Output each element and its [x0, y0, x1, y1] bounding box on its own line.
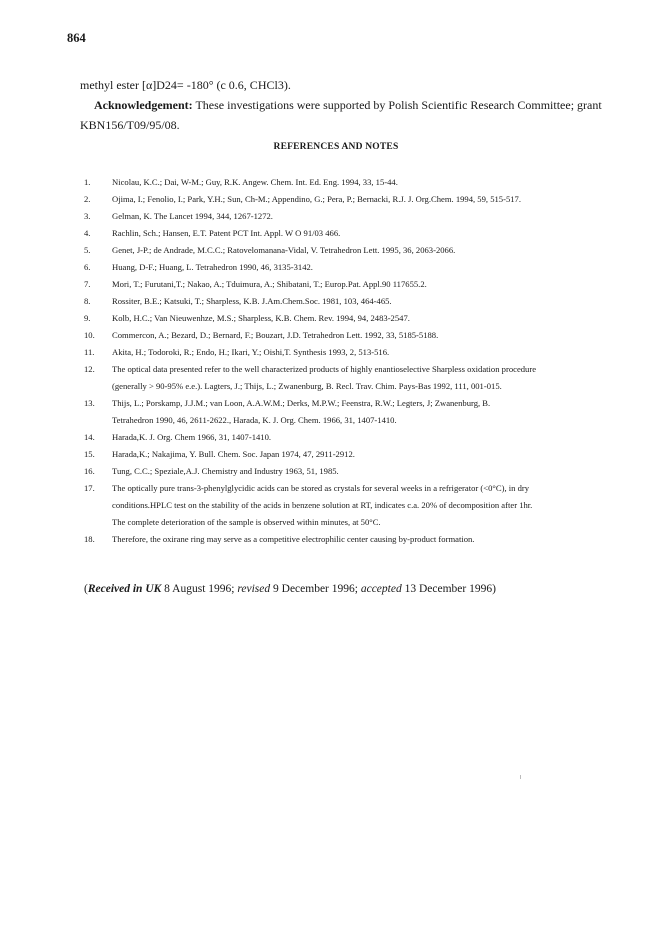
reference-text: [112, 344, 644, 361]
reference-line: Harada,K.; Nakajima, Y. Bull. Chem. Soc. Japan 1974, 47, 2911-2912.: [112, 449, 355, 459]
reference-text: [112, 259, 644, 276]
reference-line: Nicolau, K.C.; Dai, W-M.; Guy, R.K. Angew. Chem. Int. Ed. Eng. 1994, 33, 15-44.: [112, 177, 398, 187]
reference-text: [112, 191, 644, 208]
reference-text: [112, 174, 644, 191]
reference-item: [84, 293, 644, 310]
reference-text: [112, 395, 644, 429]
reference-number: 5.: [84, 245, 91, 255]
revised-label: revised: [237, 583, 271, 595]
reference-number: 2.: [84, 194, 91, 204]
references-heading: REFERENCES AND NOTES: [273, 142, 399, 152]
reference-item: [84, 259, 644, 276]
reference-line: Rossiter, B.E.; Katsuki, T.; Sharpless, K.B. J.Am.Chem.Soc. 1981, 103, 464-465.: [112, 296, 392, 306]
reference-text: [112, 531, 644, 548]
reference-line: conditions.HPLC test on the stability of the acids in benzene solution at RT, indicates c.a. 20% of decomposition after 1hr.: [112, 500, 533, 510]
reference-number: 18.: [84, 534, 95, 544]
reference-item: [84, 276, 644, 293]
reference-line: Akita, H.; Todoroki, R.; Endo, H.; Ikari, Y.; Oishi,T. Synthesis 1993, 2, 513-516.: [112, 347, 390, 357]
reference-text: [112, 225, 644, 242]
reference-item: [84, 395, 644, 429]
reference-text: [112, 276, 644, 293]
reference-item: [84, 174, 644, 191]
reference-number: 1.: [84, 177, 91, 187]
reference-text: [112, 310, 644, 327]
reference-text: [112, 480, 644, 531]
reference-number: 17.: [84, 483, 95, 493]
reference-line: Gelman, K. The Lancet 1994, 344, 1267-1272.: [112, 211, 273, 221]
reference-item: [84, 446, 644, 463]
acknowledgement-first-line: [80, 95, 632, 115]
reference-number: 15.: [84, 449, 95, 459]
reference-line: Kolb, H.C.; Van Nieuwenhze, M.S.; Sharpless, K.B. Chem. Rev. 1994, 94, 2483-2547.: [112, 313, 410, 323]
acknowledgement-label: Acknowledgement:: [94, 98, 193, 112]
scan-speck: [520, 775, 521, 779]
reference-item: [84, 225, 644, 242]
reference-text: [112, 242, 644, 259]
reference-number: 4.: [84, 228, 91, 238]
received-label: Received in UK: [87, 583, 162, 595]
reference-line: Thijs, L.; Porskamp, J.J.M.; van Loon, A.A.W.M.; Derks, M.P.W.; Feenstra, R.W.; Legters, J; Zwanenburg, B.: [112, 398, 491, 408]
reference-number: 6.: [84, 262, 91, 272]
reference-number: 14.: [84, 432, 95, 442]
reference-text: [112, 361, 644, 395]
received-open-paren: (: [84, 583, 88, 595]
reference-line: Therefore, the oxirane ring may serve as a competitive electrophilic center causing by-product formation.: [112, 534, 475, 544]
reference-line: Mori, T.; Furutani,T.; Nakao, A.; Tduimura, A.; Shibatani, T.; Europ.Pat. Appl.90 117655.2.: [112, 279, 427, 289]
reference-text: [112, 327, 644, 344]
reference-line: The optical data presented refer to the well characterized products of highly enantioselective Sharpless oxidation procedure: [112, 364, 537, 374]
reference-item: [84, 463, 644, 480]
reference-item: [84, 310, 644, 327]
reference-number: 13.: [84, 398, 95, 408]
reference-number: 11.: [84, 347, 95, 357]
received-date: 8 August 1996;: [164, 583, 235, 595]
reference-line: Harada,K. J. Org. Chem 1966, 31, 1407-1410.: [112, 432, 272, 442]
reference-line: Commercon, A.; Bezard, D.; Bernard, F.; Bouzart, J.D. Tetrahedron Lett. 1992, 33, 5185-5188.: [112, 330, 439, 340]
reference-text: [112, 429, 644, 446]
accepted-date: 13 December 1996): [404, 583, 496, 595]
reference-list: [84, 174, 644, 548]
reference-line: (generally > 90-95% e.e.). Lagters, J.; Thijs, L.; Zwanenburg, B. Recl. Trav. Chim. Pays-Bas 1992, 111, 001-015.: [112, 381, 502, 391]
revised-date: 9 December 1996;: [273, 583, 358, 595]
reference-number: 9.: [84, 313, 91, 323]
reference-line: The complete deterioration of the sample is observed within minutes, at 50°C.: [112, 517, 381, 527]
reference-number: 16.: [84, 466, 95, 476]
acknowledgement-paragraph: [80, 95, 632, 135]
reference-item: [84, 480, 644, 531]
reference-number: 3.: [84, 211, 91, 221]
reference-line: The optically pure trans-3-phenylglycidic acids can be stored as crystals for several weeks in a refrigerator (<0°C), in dry: [112, 483, 530, 493]
reference-line: Tetrahedron 1990, 46, 2611-2622., Harada, K. J. Org. Chem. 1966, 31, 1407-1410.: [112, 415, 397, 425]
reference-item: [84, 429, 644, 446]
received-line: [84, 583, 496, 595]
acknowledgement-grant: KBN156/T09/95/08.: [80, 118, 180, 132]
reference-line: Ojima, I.; Fenolio, I.; Park, Y.H.; Sun, Ch-M.; Appendino, G.; Pera, P.; Bernacki, R.J. J. Org.Chem. 1994, 59, 515-517.: [112, 194, 521, 204]
reference-item: [84, 242, 644, 259]
reference-item: [84, 531, 644, 548]
reference-line: Huang, D-F.; Huang, L. Tetrahedron 1990, 46, 3135-3142.: [112, 262, 313, 272]
reference-item: [84, 208, 644, 225]
reference-line: Rachlin, Sch.; Hansen, E.T. Patent PCT Int. Appl. W O 91/03 466.: [112, 228, 341, 238]
reference-line: Genet, J-P.; de Andrade, M.C.C.; Ratovelomanana-Vidal, V. Tetrahedron Lett. 1995, 36, 2063-2066.: [112, 245, 456, 255]
reference-item: [84, 344, 644, 361]
reference-item: [84, 361, 644, 395]
reference-text: [112, 446, 644, 463]
accepted-label: accepted: [360, 583, 402, 595]
reference-number: 7.: [84, 279, 91, 289]
reference-number: 12.: [84, 364, 95, 374]
reference-text: [112, 208, 644, 225]
reference-text: [112, 293, 644, 310]
reference-text: [112, 463, 644, 480]
reference-number: 8.: [84, 296, 91, 306]
reference-item: [84, 191, 644, 208]
acknowledgement-text: These investigations were supported by Polish Scientific Research Committee; grant: [195, 98, 602, 112]
reference-item: [84, 327, 644, 344]
optical-rotation-line: methyl ester [α]D24= -180° (c 0.6, CHCl3).: [80, 78, 291, 92]
page-number: 864: [67, 31, 86, 45]
reference-number: 10.: [84, 330, 95, 340]
reference-line: Tung, C.C.; Speziale,A.J. Chemistry and Industry 1963, 51, 1985.: [112, 466, 339, 476]
